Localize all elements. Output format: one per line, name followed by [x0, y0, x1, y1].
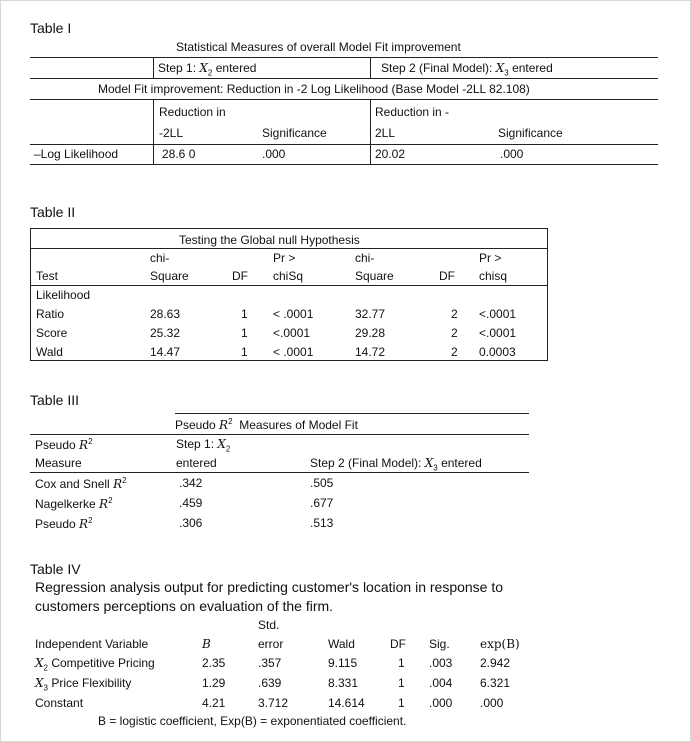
table2-title: Testing the Global null Hypothesis	[179, 233, 360, 247]
table1-value-sig1: .000	[262, 147, 286, 161]
table3-title: Pseudo $R^2$ Measures of Model Fit	[175, 417, 358, 432]
table4-h-indep: Independent Variable	[35, 637, 149, 651]
table1-value-reduction2: 20.02	[375, 147, 406, 161]
table4-label: Table IV	[30, 561, 81, 577]
table1-h-significance1: Significance	[262, 126, 327, 140]
table3-h-pseudo: Pseudo $R^2$	[35, 437, 93, 452]
table1-subtitle: Model Fit improvement: Reduction in -2 Log Likelihood (Base Model -2LL 82.108)	[98, 82, 530, 96]
table4-h-b: B	[202, 637, 211, 651]
table4-h-exp: exp(B)	[480, 637, 520, 651]
table4-h-df: DF	[390, 637, 406, 651]
table3-h-entered: entered	[176, 456, 217, 470]
table1-h-significance2: Significance	[498, 126, 563, 140]
table4-h-sig: Sig.	[429, 637, 450, 651]
table2-label: Table II	[30, 204, 76, 220]
table2-h-chi1-a: chi-	[150, 251, 170, 265]
table2-h-pr1-b: chiSq	[273, 269, 304, 283]
table4-h-std: Std.	[258, 618, 280, 632]
table1-title: Statistical Measures of overall Model Fit improvement	[176, 40, 461, 54]
table1-h-2ll1: -2LL	[159, 126, 184, 140]
table4-h-wald: Wald	[328, 637, 355, 651]
table2-h-pr1-a: Pr >	[273, 251, 296, 265]
table1-step2: Step 2 (Final Model): $X_3$ entered	[381, 61, 553, 78]
table1-h-2ll2: 2LL	[375, 126, 396, 140]
table2-h-test: Test	[36, 269, 59, 283]
table2-h-df2: DF	[439, 269, 455, 283]
table3-h-step1: Step 1: $X_2$	[176, 437, 231, 454]
table4-title-line2: customers perceptions on evaluation of the firm.	[35, 598, 334, 614]
table2-h-df1: DF	[232, 269, 248, 283]
table3-h-step2: Step 2 (Final Model): $X_3$ entered	[310, 456, 482, 473]
table1-rule-top	[30, 57, 658, 58]
table1-h-reduction1: Reduction in	[159, 105, 226, 119]
table2-likelihood-label: Likelihood	[36, 288, 91, 302]
table3-label: Table III	[30, 392, 80, 408]
table1-label: Table I	[30, 20, 72, 36]
table1-value-sig2: .000	[500, 147, 524, 161]
table3-h-measure: Measure	[35, 456, 82, 470]
table2-h-pr2-a: Pr >	[479, 251, 502, 265]
table2-h-chi1-b: Square	[150, 269, 189, 283]
table4-h-error: error	[258, 637, 284, 651]
table4-title-line1: Regression analysis output for predicting customer's location in response to	[35, 579, 504, 595]
table2-h-chi2-b: Square	[355, 269, 394, 283]
table1-value-reduction1: 28.6 0	[162, 147, 196, 161]
table2-h-chi2-a: chi-	[355, 251, 375, 265]
table1-step1: Step 1: $X_2$ entered	[158, 61, 257, 78]
table2-h-pr2-b: chisq	[479, 269, 508, 283]
table1-row-label: –Log Likelihood	[34, 147, 119, 161]
table4-footnote: B = logistic coefficient, Exp(B) = exponentiated coefficient.	[98, 714, 407, 728]
table1-h-reduction2: Reduction in -	[375, 105, 450, 119]
